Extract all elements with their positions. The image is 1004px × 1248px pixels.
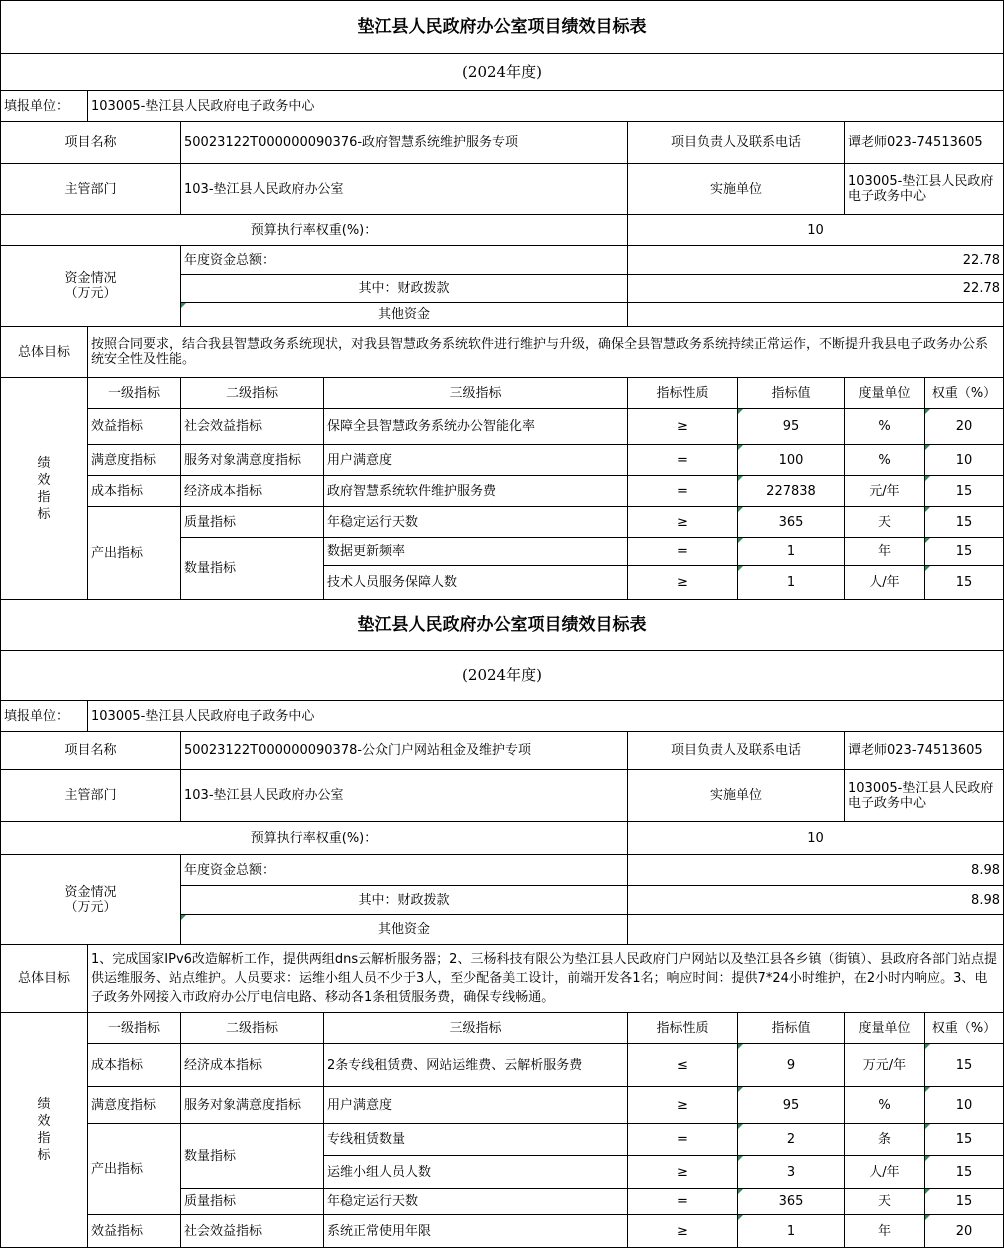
other-funds-value xyxy=(627,914,1004,945)
goal-label: 总体目标 xyxy=(0,326,88,378)
other-funds-value xyxy=(627,302,1004,327)
contact-value: 谭老师023-74513605 xyxy=(844,731,1004,770)
dept-value: 103-垫江县人民政府办公室 xyxy=(180,769,628,822)
weight-cell: 15 xyxy=(924,537,1004,566)
header-l1: 一级指标 xyxy=(87,1012,181,1044)
l2-quantity: 数量指标 xyxy=(180,1123,324,1189)
dept-label: 主管部门 xyxy=(0,163,181,215)
annual-total-value: 8.98 xyxy=(627,854,1004,886)
budget-weight-label: 预算执行率权重(%)： xyxy=(0,214,628,246)
table-year: (2024年度) xyxy=(0,53,1004,91)
impl-value: 103005-垫江县人民政府电子政务中心 xyxy=(844,163,1004,215)
unit-cell: 条 xyxy=(844,1123,925,1156)
l3-cell: 系统正常使用年限 xyxy=(323,1214,628,1248)
l3-cell: 专线租赁数量 xyxy=(323,1123,628,1156)
unit-cell: % xyxy=(844,1086,925,1124)
annual-total-label: 年度资金总额： xyxy=(180,854,628,886)
budget-weight-label: 预算执行率权重(%)： xyxy=(0,821,628,855)
nature-cell: ≤ xyxy=(627,1043,738,1087)
l2-service-satisfaction: 服务对象满意度指标 xyxy=(180,444,324,476)
other-funds-label: 其他资金 xyxy=(180,302,628,327)
header-nature: 指标性质 xyxy=(627,377,738,409)
reporting-unit-label: 填报单位： xyxy=(0,90,88,122)
value-cell: 3 xyxy=(737,1155,845,1189)
dept-value: 103-垫江县人民政府办公室 xyxy=(180,163,628,215)
l3-cell: 技术人员服务保障人数 xyxy=(323,565,628,600)
fiscal-label: 其中：财政拨款 xyxy=(180,274,628,303)
dept-label: 主管部门 xyxy=(0,769,181,822)
l1-benefit: 效益指标 xyxy=(87,408,181,445)
nature-cell: = xyxy=(627,444,738,476)
value-cell: 227838 xyxy=(737,475,845,507)
value-cell: 365 xyxy=(737,1188,845,1215)
weight-cell: 20 xyxy=(924,408,1004,445)
unit-cell: 人/年 xyxy=(844,1155,925,1189)
project-name-value: 50023122T000000090378-公众门户网站租金及维护专项 xyxy=(180,731,628,770)
l2-social-benefit: 社会效益指标 xyxy=(180,1214,324,1248)
weight-cell: 15 xyxy=(924,565,1004,600)
nature-cell: = xyxy=(627,537,738,566)
funds-label: 资金情况 （万元） xyxy=(0,245,181,327)
unit-cell: % xyxy=(844,444,925,476)
l1-cost: 成本指标 xyxy=(87,1043,181,1087)
header-weight: 权重（%） xyxy=(924,377,1004,409)
unit-cell: % xyxy=(844,408,925,445)
header-l3: 三级指标 xyxy=(323,1012,628,1044)
goal-label: 总体目标 xyxy=(0,944,88,1013)
nature-cell: = xyxy=(627,1123,738,1156)
nature-cell: ≥ xyxy=(627,506,738,538)
value-cell: 9 xyxy=(737,1043,845,1087)
weight-cell: 15 xyxy=(924,1155,1004,1189)
table-title: 垫江县人民政府办公室项目绩效目标表 xyxy=(0,600,1004,650)
impl-value: 103005-垫江县人民政府电子政务中心 xyxy=(844,769,1004,822)
unit-cell: 年 xyxy=(844,537,925,566)
l3-cell: 用户满意度 xyxy=(323,1086,628,1124)
l2-social-benefit: 社会效益指标 xyxy=(180,408,324,445)
unit-cell: 天 xyxy=(844,506,925,538)
weight-cell: 20 xyxy=(924,1214,1004,1248)
contact-label: 项目负责人及联系电话 xyxy=(627,121,845,164)
project-name-value: 50023122T000000090376-政府智慧系统维护服务专项 xyxy=(180,121,628,164)
perf-label: 绩 效 指 标 xyxy=(0,1012,88,1248)
weight-cell: 15 xyxy=(924,1043,1004,1087)
header-unit: 度量单位 xyxy=(844,1012,925,1044)
reporting-unit-value: 103005-垫江县人民政府电子政务中心 xyxy=(87,90,1004,122)
unit-cell: 元/年 xyxy=(844,475,925,507)
reporting-unit-value: 103005-垫江县人民政府电子政务中心 xyxy=(87,700,1004,732)
nature-cell: ≥ xyxy=(627,1155,738,1189)
l3-cell: 2条专线租赁费、网站运维费、云解析服务费 xyxy=(323,1043,628,1087)
impl-label: 实施单位 xyxy=(627,769,845,822)
fiscal-value: 8.98 xyxy=(627,885,1004,915)
header-unit: 度量单位 xyxy=(844,377,925,409)
weight-cell: 10 xyxy=(924,1086,1004,1124)
other-funds-label: 其他资金 xyxy=(180,914,628,945)
contact-label: 项目负责人及联系电话 xyxy=(627,731,845,770)
unit-cell: 人/年 xyxy=(844,565,925,600)
l3-cell: 年稳定运行天数 xyxy=(323,506,628,538)
value-cell: 95 xyxy=(737,408,845,445)
l3-cell: 运维小组人员人数 xyxy=(323,1155,628,1189)
l1-satisfaction: 满意度指标 xyxy=(87,444,181,476)
value-cell: 2 xyxy=(737,1123,845,1156)
budget-weight-value: 10 xyxy=(627,214,1004,246)
nature-cell: ≥ xyxy=(627,1086,738,1124)
fiscal-value: 22.78 xyxy=(627,274,1004,303)
reporting-unit-label: 填报单位： xyxy=(0,700,88,732)
goal-text: 1、完成国家IPv6改造解析工作，提供两组dns云解析服务器；2、三杨科技有限公为垫江县人民政府门户网站以及垫江县各乡镇（街镇）、县政府各部门站点提供运维服务、站点维护。人员要求：运维小组人员不少于3人，至少配备美工设计，前端开发各1名；响应时间：提供7*24小时维护，在2小时内响应。3、电子政务外网接入市政府办公厅电信电路、移动各1条租赁服务费，确保专线畅通。 xyxy=(87,944,1004,1013)
nature-cell: ≥ xyxy=(627,1214,738,1248)
weight-cell: 15 xyxy=(924,506,1004,538)
weight-cell: 10 xyxy=(924,444,1004,476)
performance-table-1 xyxy=(0,0,1004,600)
l2-quality: 质量指标 xyxy=(180,506,324,538)
header-l3: 三级指标 xyxy=(323,377,628,409)
header-value: 指标值 xyxy=(737,1012,845,1044)
unit-cell: 年 xyxy=(844,1214,925,1248)
value-cell: 365 xyxy=(737,506,845,538)
l2-quantity: 数量指标 xyxy=(180,537,324,600)
performance-table-2 xyxy=(0,600,1004,1248)
l2-economic-cost: 经济成本指标 xyxy=(180,475,324,507)
l1-cost: 成本指标 xyxy=(87,475,181,507)
impl-label: 实施单位 xyxy=(627,163,845,215)
header-l2: 二级指标 xyxy=(180,377,324,409)
budget-weight-value: 10 xyxy=(627,821,1004,855)
header-weight: 权重（%） xyxy=(924,1012,1004,1044)
l3-cell: 用户满意度 xyxy=(323,444,628,476)
fiscal-label: 其中：财政拨款 xyxy=(180,885,628,915)
table-title: 垫江县人民政府办公室项目绩效目标表 xyxy=(0,0,1004,53)
header-l2: 二级指标 xyxy=(180,1012,324,1044)
contact-value: 谭老师023-74513605 xyxy=(844,121,1004,164)
unit-cell: 万元/年 xyxy=(844,1043,925,1087)
l2-service-satisfaction: 服务对象满意度指标 xyxy=(180,1086,324,1124)
weight-cell: 15 xyxy=(924,1123,1004,1156)
l3-cell: 政府智慧系统软件维护服务费 xyxy=(323,475,628,507)
value-cell: 95 xyxy=(737,1086,845,1124)
weight-cell: 15 xyxy=(924,1188,1004,1215)
nature-cell: = xyxy=(627,1188,738,1215)
l1-benefit: 效益指标 xyxy=(87,1214,181,1248)
nature-cell: ≥ xyxy=(627,408,738,445)
annual-total-label: 年度资金总额： xyxy=(180,245,628,275)
goal-text: 按照合同要求，结合我县智慧政务系统现状，对我县智慧政务系统软件进行维护与升级，确保全县智慧政务系统持续正常运作，不断提升我县电子政务办公系统安全性及性能。 xyxy=(87,326,1004,378)
header-value: 指标值 xyxy=(737,377,845,409)
unit-cell: 天 xyxy=(844,1188,925,1215)
l2-quality: 质量指标 xyxy=(180,1188,324,1215)
perf-label: 绩 效 指 标 xyxy=(0,377,88,600)
annual-total-value: 22.78 xyxy=(627,245,1004,275)
nature-cell: ≥ xyxy=(627,565,738,600)
funds-label: 资金情况 （万元） xyxy=(0,854,181,945)
l1-satisfaction: 满意度指标 xyxy=(87,1086,181,1124)
l2-economic-cost: 经济成本指标 xyxy=(180,1043,324,1087)
l1-output: 产出指标 xyxy=(87,1123,181,1215)
value-cell: 100 xyxy=(737,444,845,476)
l1-output: 产出指标 xyxy=(87,506,181,600)
value-cell: 1 xyxy=(737,565,845,600)
header-nature: 指标性质 xyxy=(627,1012,738,1044)
header-l1: 一级指标 xyxy=(87,377,181,409)
value-cell: 1 xyxy=(737,1214,845,1248)
table-year: (2024年度) xyxy=(0,650,1004,701)
nature-cell: = xyxy=(627,475,738,507)
l3-cell: 保障全县智慧政务系统办公智能化率 xyxy=(323,408,628,445)
value-cell: 1 xyxy=(737,537,845,566)
project-name-label: 项目名称 xyxy=(0,121,181,164)
weight-cell: 15 xyxy=(924,475,1004,507)
l3-cell: 数据更新频率 xyxy=(323,537,628,566)
project-name-label: 项目名称 xyxy=(0,731,181,770)
l3-cell: 年稳定运行天数 xyxy=(323,1188,628,1215)
